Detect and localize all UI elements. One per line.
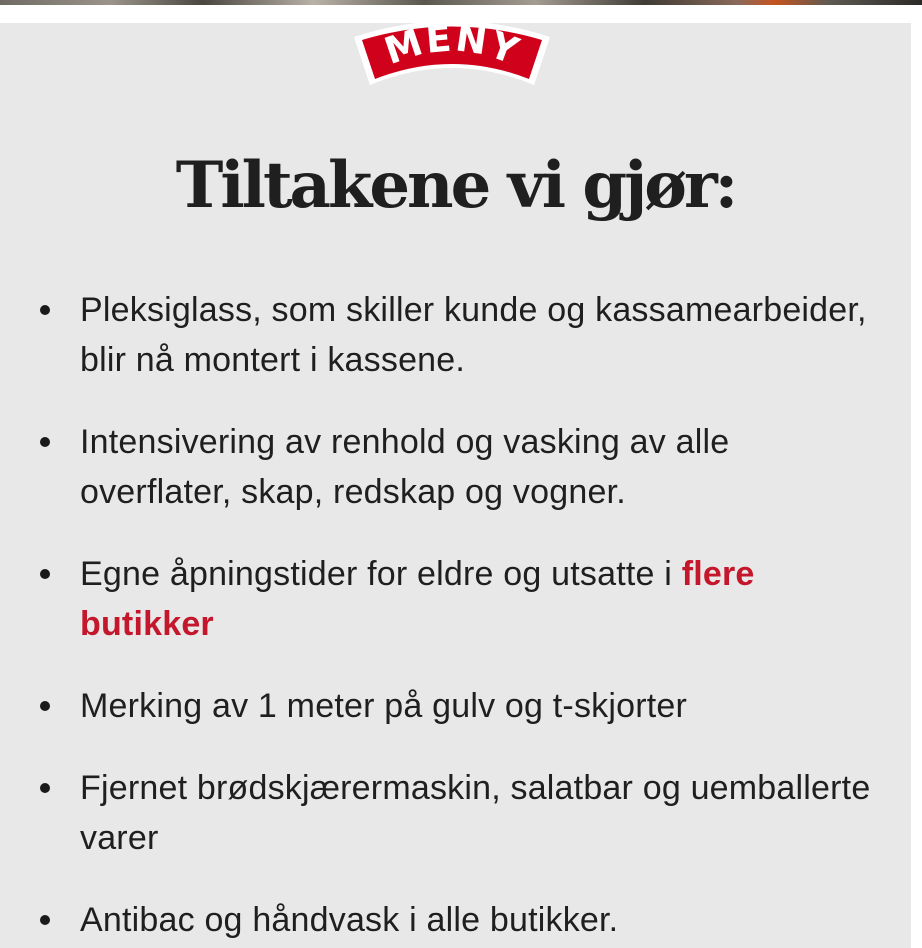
meny-logo — [350, 23, 554, 109]
bullet-icon — [40, 437, 50, 447]
page-title: Tiltakene vi gjør: — [175, 148, 736, 223]
bullet-icon — [40, 569, 50, 579]
header-photo — [0, 0, 922, 5]
bullet-icon — [40, 701, 50, 711]
list-item-text: Pleksiglass, som skiller kunde og kassamearbeider, blir nå montert i kassene. — [80, 291, 867, 379]
bullet-icon — [40, 915, 50, 925]
list-item-text: Fjernet brødskjærermaskin, salatbar og uemballerte varer — [80, 769, 871, 857]
more-stores-link[interactable]: flere butikker — [80, 555, 755, 643]
bullet-icon — [40, 305, 50, 315]
list-item-text: Intensivering av renhold og vasking av alle overflater, skap, redskap og vogner. — [80, 423, 730, 511]
bullet-icon — [40, 783, 50, 793]
list-item-text: Merking av 1 meter på gulv og t-skjorter — [80, 687, 688, 725]
measures-card — [0, 23, 911, 948]
list-item-text: Antibac og håndvask i alle butikker. — [80, 901, 619, 939]
list-item-text — [80, 549, 880, 649]
list-item-text-part: Egne åpningstider for eldre og utsatte i — [80, 555, 682, 593]
logo-wordmark: MENY — [379, 23, 526, 74]
